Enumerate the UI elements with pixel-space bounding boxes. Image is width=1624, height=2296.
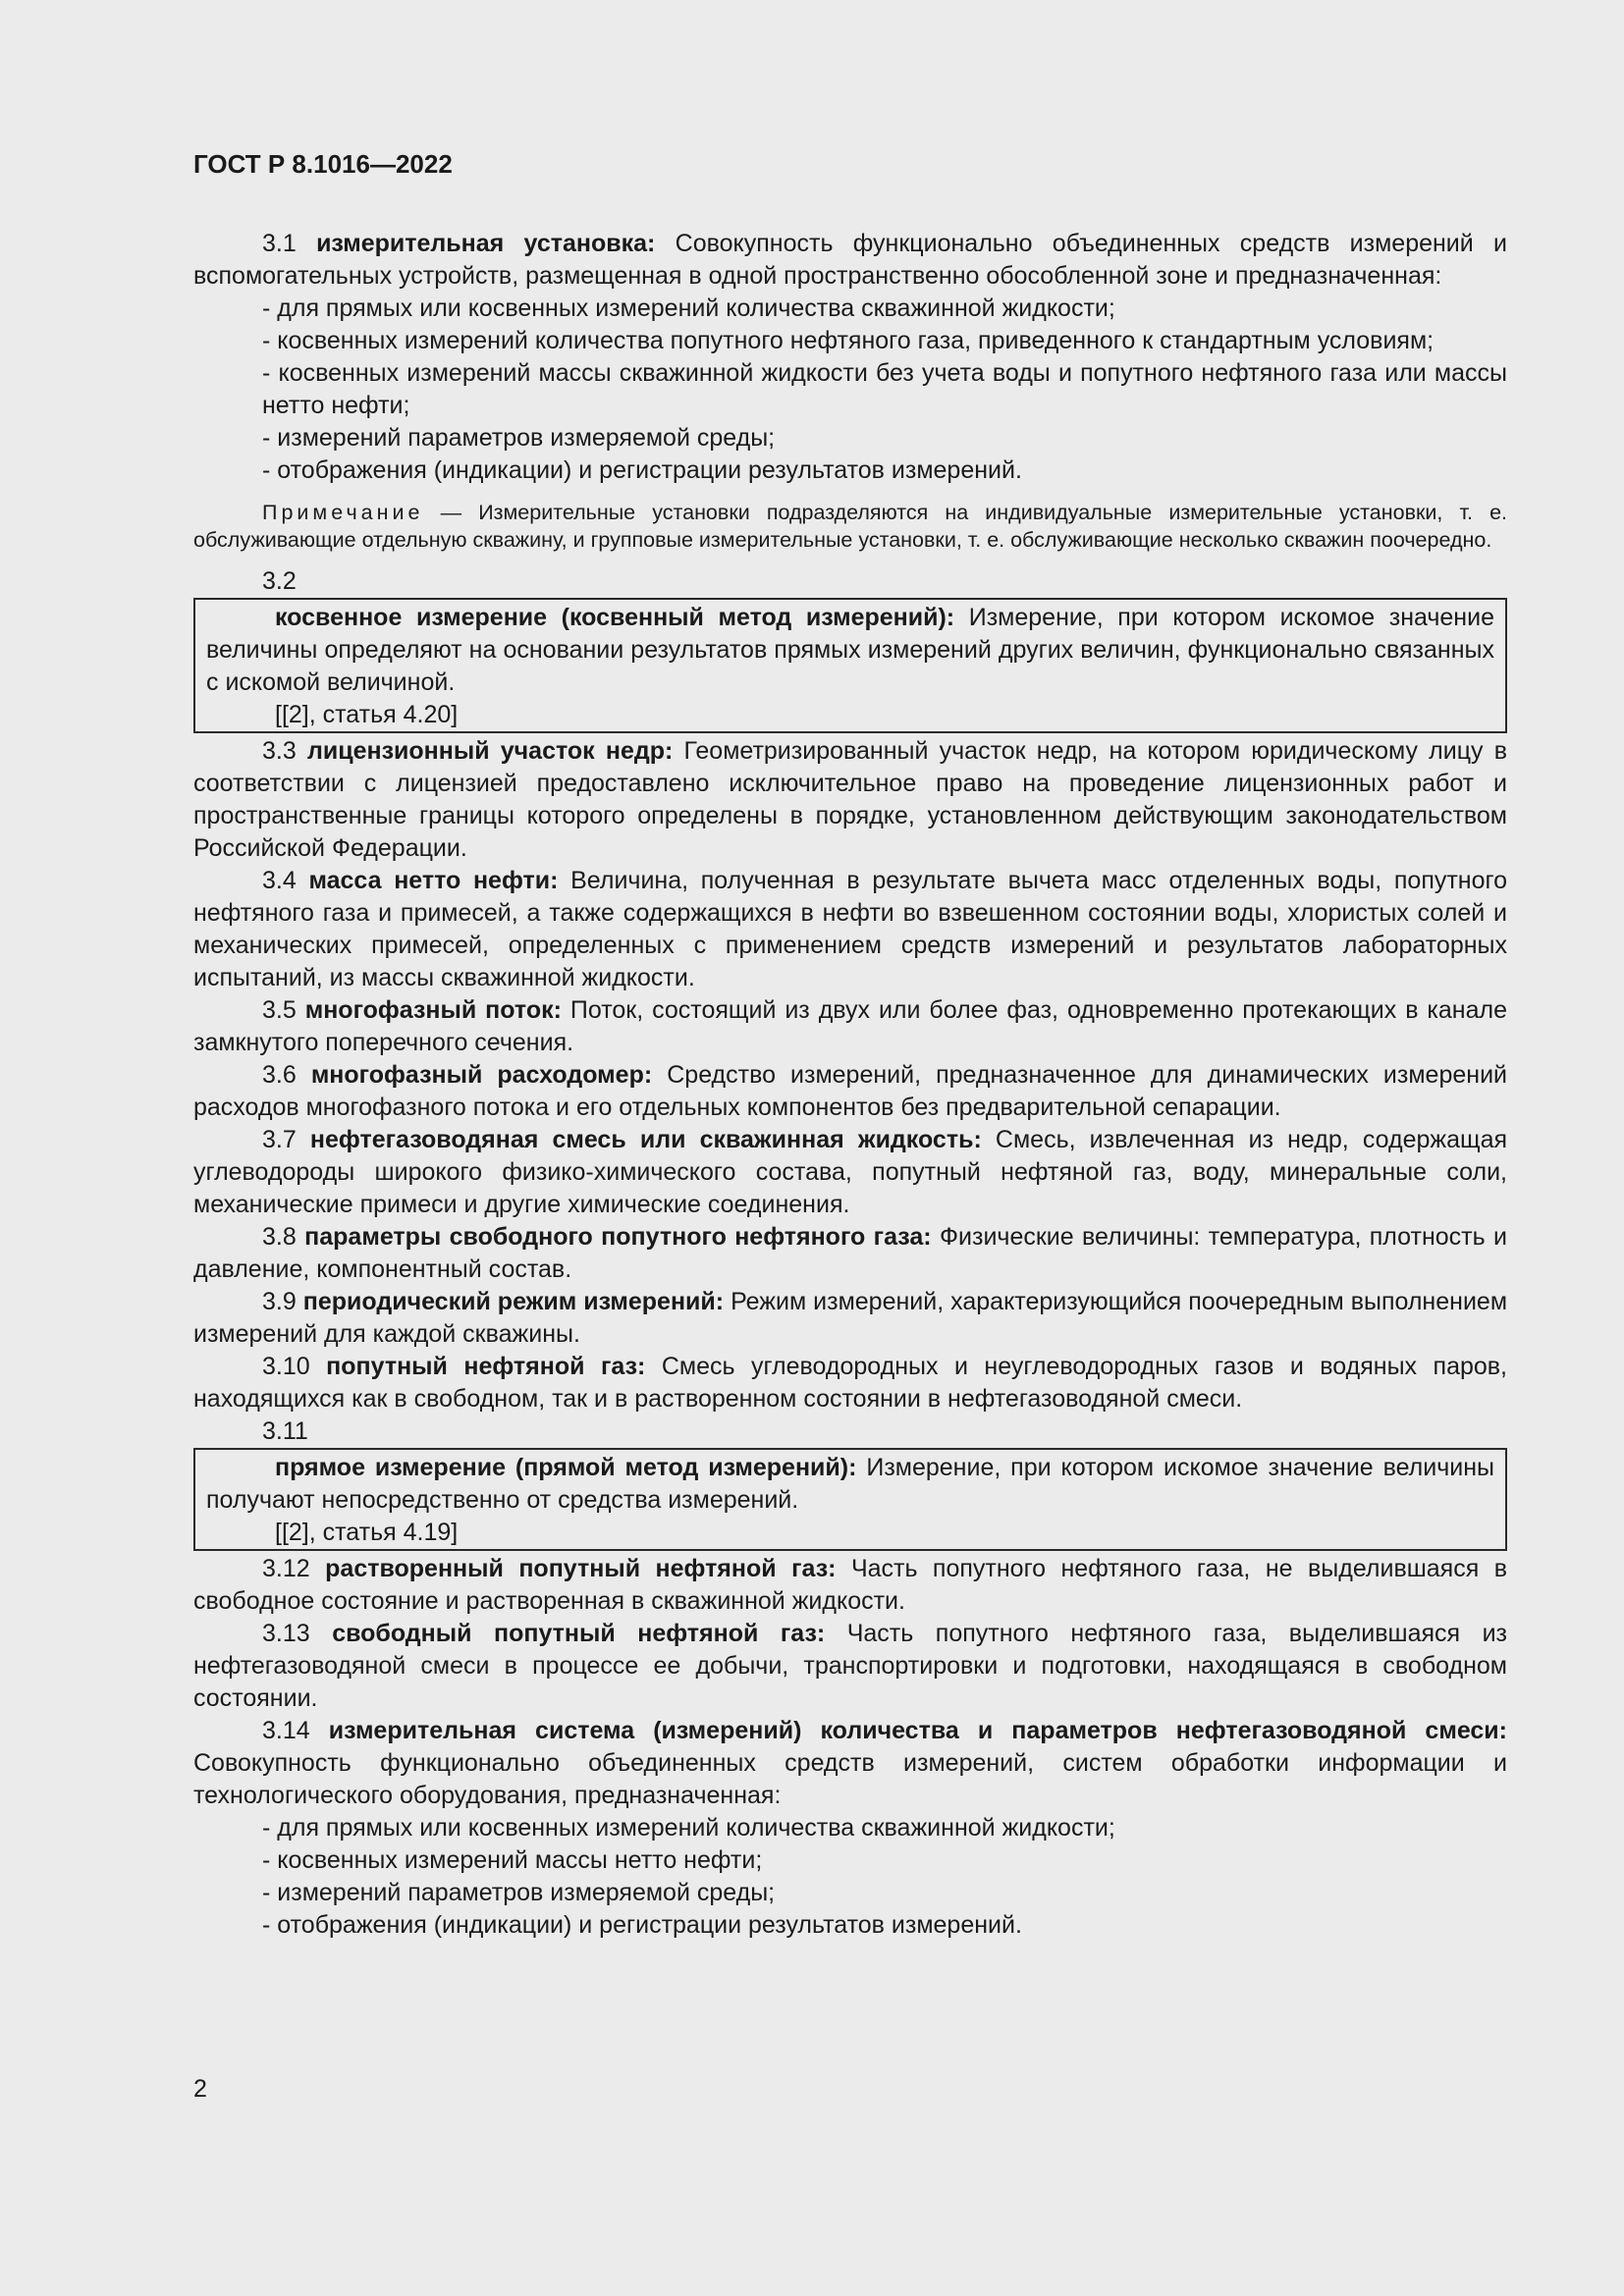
term-number: 3.11 bbox=[262, 1417, 308, 1445]
term-3-14: 3.14 измерительная система (измерений) количества и параметров нефтегазоводяной смеси: Совокупность функционально объединенных средств измерений, систем обработки информации и технологического оборудования, предназначенная: bbox=[193, 1717, 1507, 1809]
term-3-9: 3.9 периодический режим измерений: Режим измерений, характеризующийся поочередным выполнением измерений для каждой скважины. bbox=[193, 1288, 1508, 1348]
list-item: - косвенных измерений количества попутного нефтяного газа, приведенного к стандартным условиям; bbox=[262, 327, 1435, 354]
list-item: - косвенных измерений массы скважинной жидкости без учета воды и попутного нефтяного газа или массы нетто нефти; bbox=[262, 359, 1507, 419]
term-definition: Измерение, при котором искомое значение величины определяют на основании результатов прямых измерений других величин, функционально связанных с искомой величиной. bbox=[206, 604, 1494, 696]
list-item: - измерений параметров измеряемой среды; bbox=[262, 424, 776, 452]
term-3-6: 3.6 многофазный расходомер: Средство измерений, предназначенное для динамических измерений расходов многофазного потока и его отдельных компонентов без предварительной сепарации. bbox=[193, 1061, 1507, 1121]
list-item: - для прямых или косвенных измерений количества скважинной жидкости; bbox=[262, 294, 1115, 322]
term-name: измерительная установка: bbox=[316, 230, 656, 257]
list-item: - косвенных измерений массы нетто нефти; bbox=[262, 1846, 763, 1874]
term-3-1 bbox=[193, 228, 1507, 293]
term-3-11 bbox=[206, 1452, 1494, 1517]
term-3-12: 3.12 растворенный попутный нефтяной газ: Часть попутного нефтяного газа, не выделившаяся в свободное состояние и растворенная в скважинной жидкости. bbox=[193, 1555, 1507, 1615]
term-number: 3.2 bbox=[262, 567, 297, 595]
term-3-2 bbox=[206, 602, 1494, 699]
quoted-term-box bbox=[193, 598, 1507, 733]
term-3-4: 3.4 масса нетто нефти: Величина, полученная в результате вычета масс отделенных воды, попутного нефтяного газа и примесей, а также содержащихся в нефти во взвешенном состоянии воды, хлористых солей и механических примесей, определенных с применением средств измерений и результатов лабораторных испытаний, из массы скважинной жидкости. bbox=[193, 867, 1507, 991]
source-reference: [[2], статья 4.19] bbox=[275, 1519, 459, 1546]
list-item: - отображения (индикации) и регистрации результатов измерений. bbox=[262, 456, 1022, 484]
list-item: - измерений параметров измеряемой среды; bbox=[262, 1879, 776, 1906]
note-label: Примечание bbox=[262, 501, 424, 524]
quoted-term-box bbox=[193, 1448, 1507, 1551]
term-3-3: 3.3 лицензионный участок недр: Геометризированный участок недр, на котором юридическому лицу в соответствии с лицензией предоставлено исключительное право на проведение лицензионных работ и пространственные границы которого определены в порядке, установленном действующим законодательством Российской Федерации. bbox=[193, 737, 1507, 862]
term-number: 3.1 bbox=[262, 230, 297, 257]
term-3-5: 3.5 многофазный поток: Поток, состоящий из двух или более фаз, одновременно протекающих в канале замкнутого поперечного сечения. bbox=[193, 996, 1508, 1056]
note bbox=[193, 499, 1507, 554]
document-designation: ГОСТ Р 8.1016—2022 bbox=[193, 149, 453, 179]
term-name: косвенное измерение (косвенный метод измерений): bbox=[275, 604, 955, 631]
term-3-13: 3.13 свободный попутный нефтяной газ: Часть попутного нефтяного газа, выделившаяся из нефтегазоводяной смеси в процессе ее добычи, транспортировки и подготовки, находящаяся в свободном состоянии. bbox=[193, 1620, 1508, 1712]
list-item: - отображения (индикации) и регистрации результатов измерений. bbox=[262, 1911, 1022, 1939]
list-item: - для прямых или косвенных измерений количества скважинной жидкости; bbox=[262, 1814, 1115, 1842]
term-name: прямое измерение (прямой метод измерений): bbox=[275, 1454, 857, 1481]
note-text: — Измерительные установки подразделяются на индивидуальные измерительные установки, т. е. обслуживающие отдельную скважину, и групповые измерительные установки, т. е. обслуживающие несколько скважин поочередно. bbox=[193, 501, 1508, 552]
term-3-10: 3.10 попутный нефтяной газ: Смесь углеводородных и неуглеводородных газов и водяных паров, находящихся как в свободном, так и в растворенном состоянии в нефтегазоводяной смеси. bbox=[193, 1353, 1508, 1413]
source-reference: [[2], статья 4.20] bbox=[275, 701, 459, 728]
document-page bbox=[193, 147, 1507, 1942]
term-3-8: 3.8 параметры свободного попутного нефтяного газа: Физические величины: температура, плотность и давление, компонентный состав. bbox=[193, 1223, 1507, 1283]
term-definition: Совокупность функционально объединенных средств измерений и вспомогательных устройств, размещенная в одной пространственно обособленной зоне и предназначенная: bbox=[193, 230, 1507, 290]
term-definition: Измерение, при котором искомое значение величины получают непосредственно от средства измерений. bbox=[206, 1454, 1494, 1514]
term-3-7: 3.7 нефтегазоводяная смесь или скважинная жидкость: Смесь, извлеченная из недр, содержащая углеводороды широкого физико-химического состава, попутный нефтяной газ, воду, минеральные соли, механические примеси и другие химические соединения. bbox=[193, 1126, 1508, 1218]
page-number: 2 bbox=[193, 2075, 207, 2103]
